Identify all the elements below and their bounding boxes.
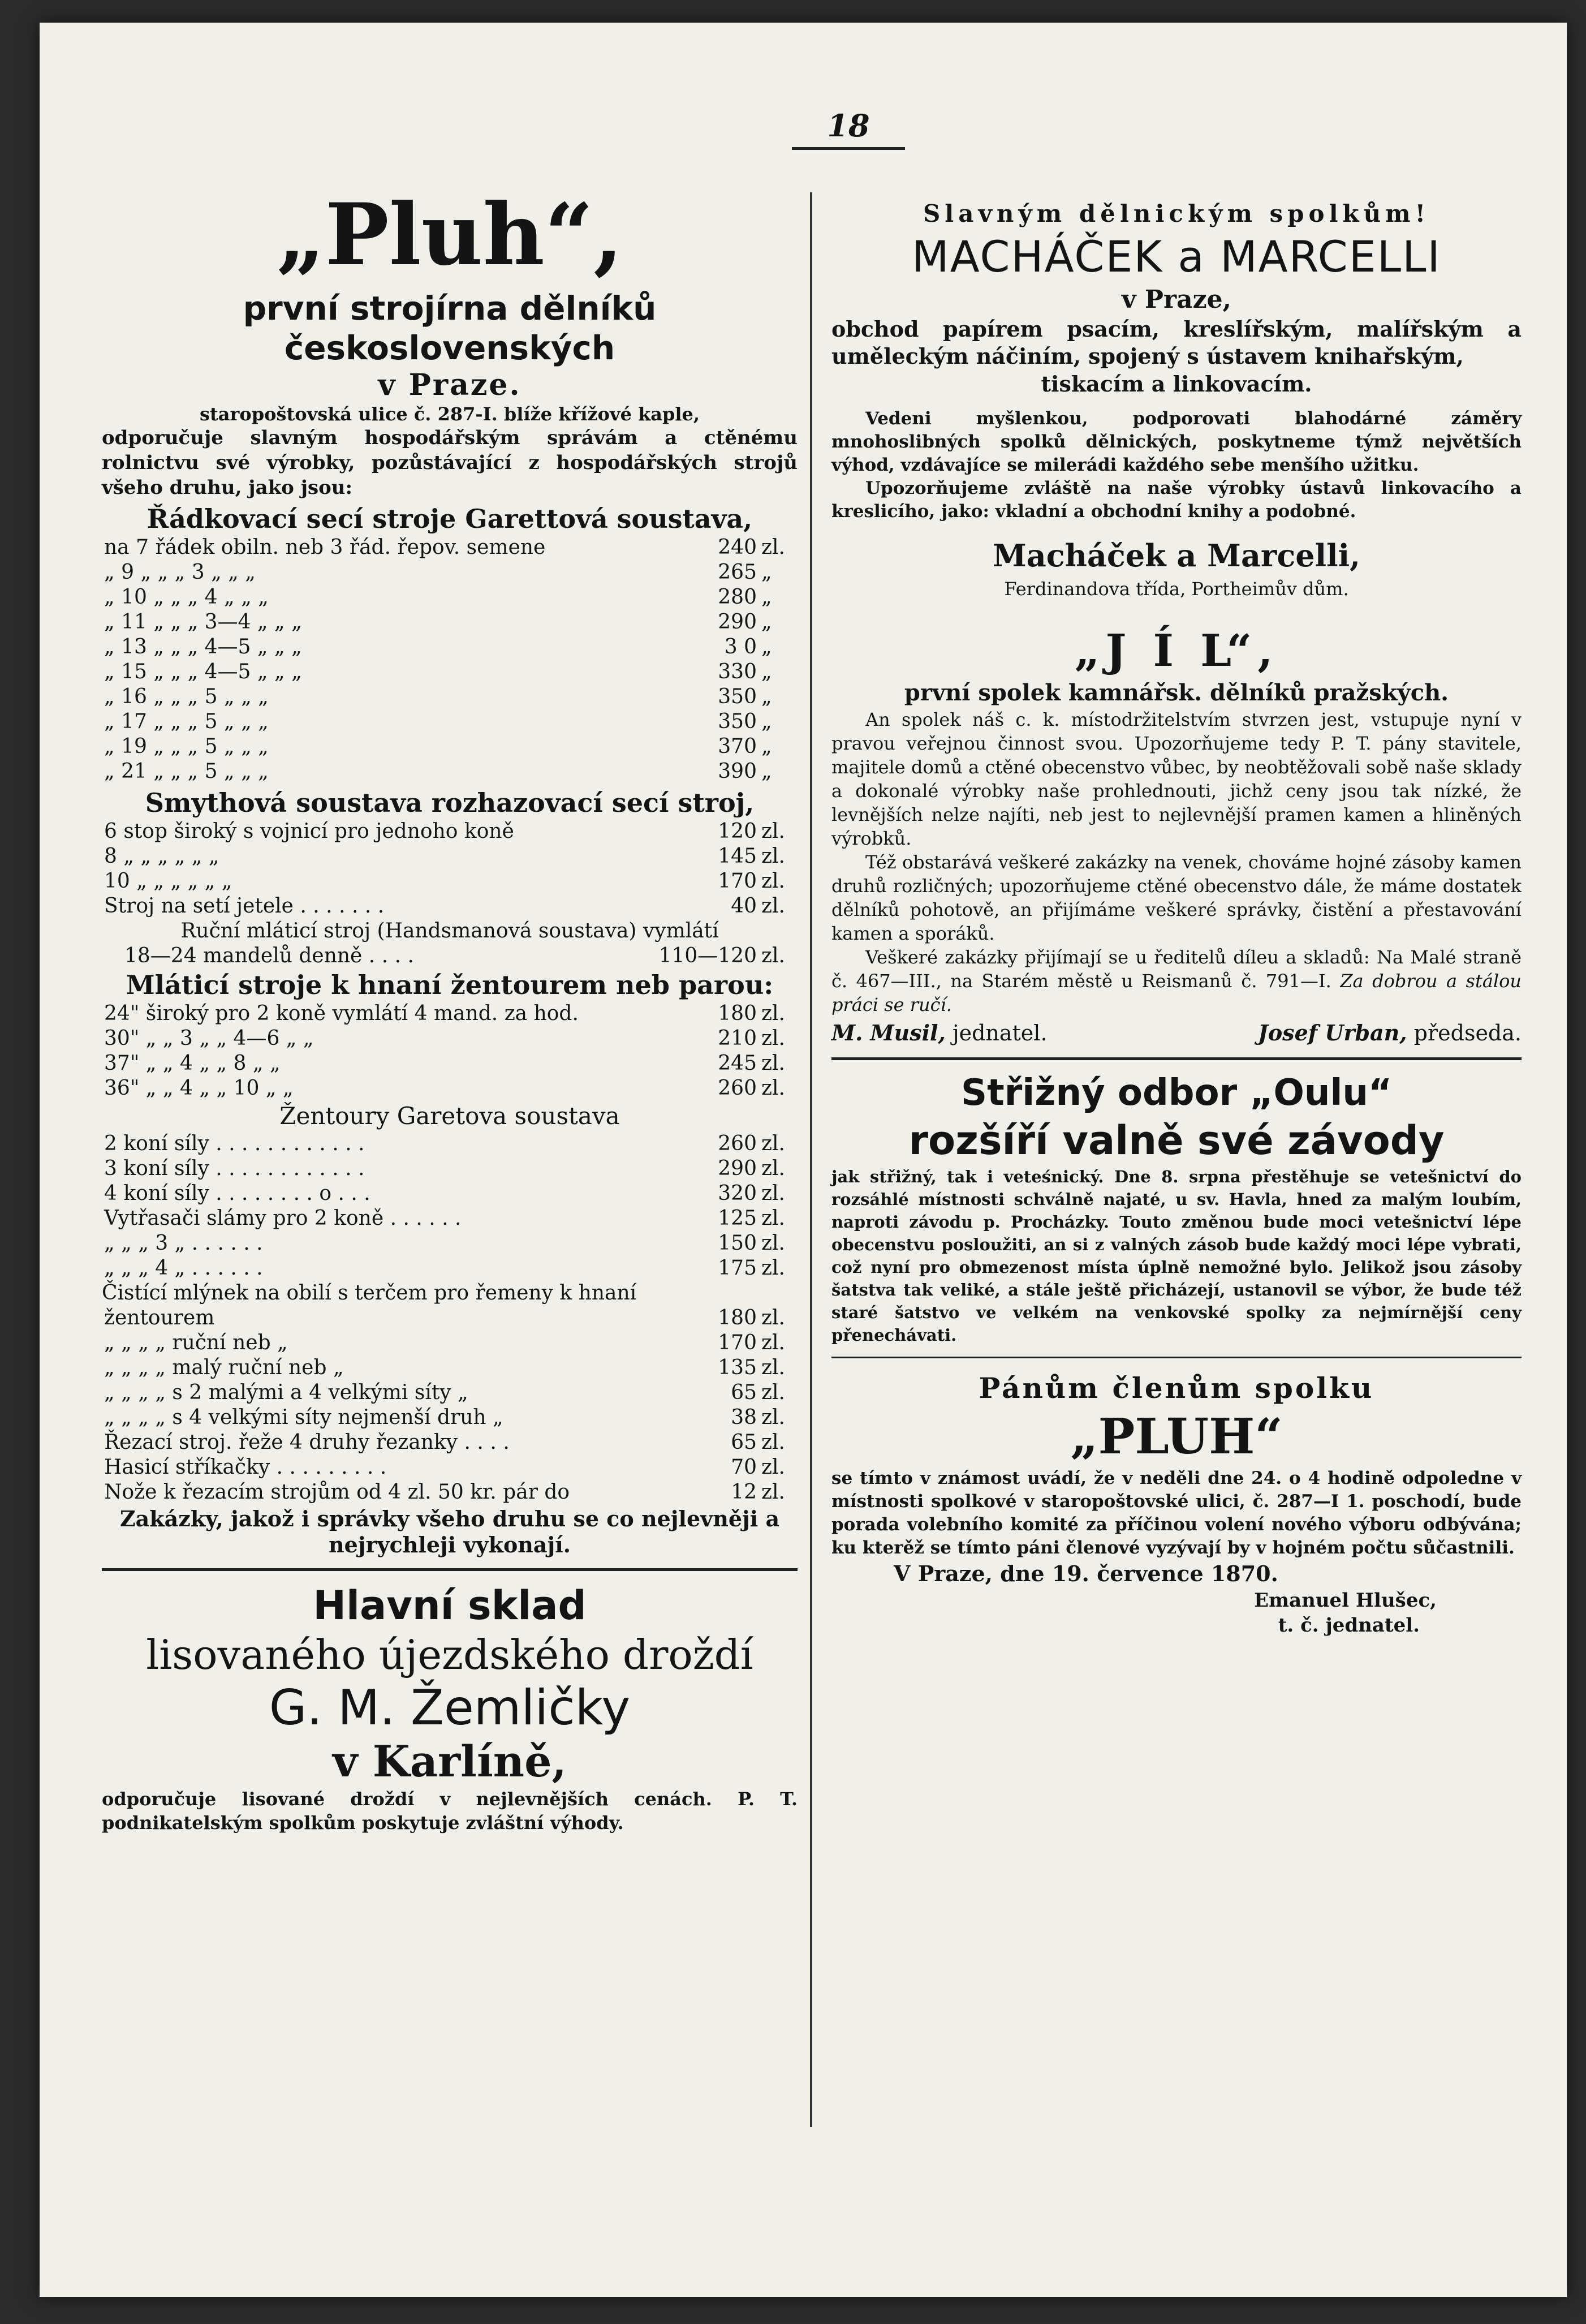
row-unit: zl.	[761, 1431, 785, 1454]
table-row	[102, 1231, 798, 1256]
row-unit: „	[761, 586, 772, 609]
firm-business-2: tiskacím a linkovacím.	[1041, 371, 1312, 397]
row-price: 70	[731, 1456, 757, 1479]
mill-line: Čistící mlýnek na obilí s terčem pro řemeny k hnaní	[102, 1281, 637, 1305]
row-price: 265	[718, 561, 757, 584]
row-label: 4 koní síly . . . . . . . . o . . .	[104, 1182, 370, 1205]
firm-text-1: Vedeni myšlenkou, podporovati blahodárné záměry mnohoslibných spolků dělnických, poskytneme týmž největších výhod, vzdávajíce se milerádi každého sebe menšího užitku.	[831, 408, 1522, 475]
members-text: se tímto v známost uvádí, že v neděli dne 24. o 4 hodině odpoledne v místnosti spolkové v staropoštovské ulici, č. 287—I 1. poschodí, bude porada volebního komité za příčinou volení nového výboru odbývána; ku kterěž se tímto páni členové vyzývají by v hojném počtu sůčastnili.	[831, 1468, 1522, 1558]
jil-sig1-role: jednatel.	[952, 1021, 1048, 1045]
row-unit: „	[761, 660, 772, 683]
members-role: t. č. jednatel.	[1278, 1614, 1420, 1637]
row-unit: zl.	[761, 536, 785, 559]
section-rule	[831, 1357, 1522, 1358]
row-label: „ „ „ 4 „ . . . . . .	[104, 1256, 263, 1280]
misc-price-table	[102, 1430, 798, 1505]
row-unit: zl.	[761, 870, 785, 893]
table-row	[102, 1355, 798, 1380]
jil-sig1-name: M. Musil,	[831, 1020, 946, 1045]
row-label: na 7 řádek obiln. neb 3 řád. řepov. semene	[104, 536, 546, 559]
smyth-price-table	[102, 819, 798, 919]
table-row	[102, 734, 798, 759]
table-row	[102, 1076, 798, 1101]
table-row	[102, 610, 798, 635]
row-unit: zl.	[761, 1481, 785, 1504]
row-price: 135	[718, 1356, 757, 1379]
jil-signature-2	[1258, 1019, 1522, 1047]
row-price: 240	[718, 536, 757, 559]
table-row	[102, 1001, 798, 1026]
column-divider	[810, 192, 812, 2127]
pluh-city: v Praze.	[378, 368, 522, 402]
table-row	[102, 535, 798, 560]
section-rule	[102, 1568, 798, 1571]
row-price: 170	[718, 1331, 757, 1354]
table-row	[102, 759, 798, 784]
row-price: 120	[718, 820, 757, 843]
firm-city: v Praze,	[1122, 285, 1231, 314]
table-row	[102, 1306, 798, 1331]
row-unit: zl.	[761, 1256, 785, 1280]
table-row	[102, 685, 798, 709]
row-price: 180	[718, 1002, 757, 1025]
row-unit: zl.	[761, 1232, 785, 1255]
firm-text-2: Upozorňujeme zvláště na naše výrobky ústavů linkovacího a kreslicího, jako: vkladní a obchodní knihy a podobné.	[831, 478, 1522, 522]
row-price: 150	[718, 1232, 757, 1255]
row-unit: „	[761, 635, 772, 659]
row-unit: zl.	[761, 1456, 785, 1479]
row-price: 40	[731, 894, 757, 918]
row-unit: zl.	[761, 1052, 785, 1075]
table-row	[102, 1131, 798, 1156]
table-row	[102, 560, 798, 585]
table-row	[102, 709, 798, 734]
table-row	[102, 844, 798, 869]
row-label: „ 16 „ „ „ 5 „ „ „	[104, 685, 269, 708]
firm-address: Ferdinandova třída, Portheimův dům.	[1004, 578, 1349, 600]
row-unit: „	[761, 760, 772, 783]
row-label: Řezací stroj. řeže 4 druhy řezanky . . . .	[104, 1431, 510, 1454]
row-unit: zl.	[761, 1306, 785, 1329]
row-price: 180	[718, 1306, 757, 1329]
row-price: 320	[718, 1182, 757, 1205]
table-row	[102, 1331, 798, 1355]
row-price: 245	[718, 1052, 757, 1075]
row-price: 370	[718, 735, 757, 758]
thresher-heading: Mláticí stroje k hnaní žentourem neb parou:	[126, 970, 774, 1000]
row-label: 18—24 mandelů denně . . . .	[124, 944, 414, 967]
table-row	[102, 1256, 798, 1281]
row-unit: zl.	[761, 1027, 785, 1050]
row-unit: „	[761, 710, 772, 733]
row-unit: zl.	[761, 944, 785, 967]
row-label: žentourem	[104, 1306, 215, 1329]
members-title: „PLUH“	[1070, 1408, 1283, 1465]
yeast-text: odporučuje lisované droždí v nejlevnějších cenách. P. T. podnikatelským spolkům poskytuje zvláštní výhody.	[102, 1788, 798, 1834]
row-price: 125	[718, 1207, 757, 1230]
row-unit: zl.	[761, 1406, 785, 1429]
zentoury-price-table	[102, 1131, 798, 1281]
row-unit: zl.	[761, 1132, 785, 1155]
newspaper-page	[40, 23, 1567, 2297]
row-unit: zl.	[761, 1331, 785, 1354]
row-label: Hasicí stříkačky . . . . . . . . .	[104, 1456, 387, 1479]
row-label: „ 9 „ „ „ 3 „ „ „	[104, 561, 256, 584]
pluh-subtitle: první strojírna dělníků československých	[243, 289, 657, 367]
row-unit: zl.	[761, 1381, 785, 1404]
table-row	[102, 1380, 798, 1405]
row-price: 3 0	[724, 635, 757, 659]
smyth-heading: Smythová soustava rozhazovací secí stroj,	[145, 787, 755, 818]
table-row	[102, 1051, 798, 1076]
thresher-price-table	[102, 1001, 798, 1101]
row-label: „ „ „ 3 „ . . . . . .	[104, 1232, 263, 1255]
jil-text-3	[831, 945, 1522, 1017]
row-label: 24" široký pro 2 koně vymlátí 4 mand. za hod.	[104, 1002, 579, 1025]
row-price: 65	[731, 1381, 757, 1404]
table-row	[102, 1206, 798, 1231]
row-label: „ „ „ „ malý ruční neb „	[104, 1356, 344, 1379]
row-unit: zl.	[761, 1182, 785, 1205]
row-label: „ „ „ „ ruční neb „	[104, 1331, 288, 1354]
greeting: Slavným dělnickým spolkům!	[923, 200, 1430, 227]
members-signature: Emanuel Hlušec,	[1254, 1589, 1437, 1612]
yeast-product: lisovaného újezdského droždí	[146, 1631, 753, 1679]
row-label: 2 koní síly . . . . . . . . . . . .	[104, 1132, 365, 1155]
yeast-headline: Hlavní sklad	[313, 1582, 587, 1629]
row-price: 290	[718, 610, 757, 634]
seed-price-table	[102, 535, 798, 784]
hand-thresher-table	[102, 944, 798, 969]
jil-sig2-name: Josef Urban,	[1257, 1020, 1407, 1045]
members-heading: Pánům členům spolku	[979, 1371, 1374, 1405]
row-price: 280	[718, 586, 757, 609]
row-unit: zl.	[761, 1356, 785, 1379]
row-price: 110—120	[658, 944, 757, 967]
table-row	[102, 660, 798, 685]
oulu-text: jak střižný, tak i veteśnický. Dne 8. srpna přestěhuje se vetešnictví do rozsáhlé místnosti schválně najaté, u sv. Havla, hned za malým loubím, naproti závodu p. Procházky. Touto změnou bude moci vetešnictví lépe obecenstvu posloužiti, an si z valných zásob bude každý moci lépe vybrati, což nyní pro obmezenost místa úplně nemožné bylo. Jelikož jsou zásoby šatstva tak veliké, a stále ještě přicházejí, ustanovil se výbor, že bude též staré šatstvo ve velkém na venkovské spolky za nejmírnější ceny přenechávati.	[831, 1167, 1522, 1345]
zentoury-heading: Žentoury Garetova soustava	[279, 1102, 620, 1130]
right-column	[831, 181, 1522, 1638]
pluh-intro: odporučuje slavným hospodářským správám a ctěnému rolnictvu své výrobky, pozůstávající z hospodářských strojů všeho druhu, jako jsou:	[102, 427, 798, 499]
jil-text-3-main: Veškeré zakázky přijímají se u ředitelů díleu a skladů: Na Malé straně č. 467—III., na Starém městě u Reismanů č. 791—I.	[831, 946, 1522, 992]
row-label: „ 10 „ „ „ 4 „ „ „	[104, 586, 269, 609]
row-label: 6 stop široký s vojnicí pro jednoho koně	[104, 820, 514, 843]
row-label: „ „ „ „ s 4 velkými síty nejmenší druh „	[104, 1406, 503, 1429]
row-label: „ „ „ „ s 2 malými a 4 velkými síty „	[104, 1381, 468, 1404]
row-label: 30" „ „ 3 „ „ 4—6 „ „	[104, 1027, 314, 1050]
row-price: 350	[718, 710, 757, 733]
pluh-title: „Pluh“,	[276, 185, 623, 285]
row-label: „ 15 „ „ „ 4—5 „ „ „	[104, 660, 302, 683]
row-label: 37" „ „ 4 „ „ 8 „ „	[104, 1052, 281, 1075]
row-label: „ 13 „ „ „ 4—5 „ „ „	[104, 635, 302, 659]
row-label: „ 19 „ „ „ 5 „ „ „	[104, 735, 269, 758]
jil-text-1: An spolek náš c. k. místodržitelstvím stvrzen jest, vstupuje nyní v pravou veřejnou činnost svou. Upozorňujeme tedy P. T. pány stavitele, majitele domů a ctěné obecenstvo vůbec, by neobtěžovali sobě naše sklady a dokonalé výrobky naše prohlednouti, jichž ceny jsou tak nízké, že levnějších nelze najíti, neb jest to nejlevnější pramen kamen a hliněných výrobků.	[831, 709, 1522, 849]
row-price: 260	[718, 1132, 757, 1155]
row-price: 145	[718, 845, 757, 868]
row-unit: „	[761, 735, 772, 758]
table-row	[102, 585, 798, 610]
row-price: 290	[718, 1157, 757, 1180]
jil-motto: Za dobrou a stálou práci se ručí.	[831, 970, 1522, 1015]
row-price: 170	[718, 870, 757, 893]
seed-heading: Řádkovací secí stroje Garettová soustava,	[146, 503, 753, 534]
firm-signature: Macháček a Marcelli,	[993, 537, 1360, 574]
row-price: 330	[718, 660, 757, 683]
table-row	[102, 869, 798, 894]
table-row	[102, 819, 798, 844]
row-unit: „	[761, 685, 772, 708]
table-row	[102, 1430, 798, 1455]
jil-text-2: Též obstarává veškeré zakázky na venek, chováme hojné zásoby kamen druhů rozličných; upozorňujeme ctěné obecenstvo dále, že máme dostatek dělníků pohotově, an přijímáme veškeré správky, čistění a přestavování kamen a sporáků.	[831, 851, 1522, 944]
row-label: „ 21 „ „ „ 5 „ „ „	[104, 760, 269, 783]
yeast-firm: G. M. Žemličky	[269, 1680, 631, 1736]
row-price: 260	[718, 1077, 757, 1100]
row-unit: zl.	[761, 1002, 785, 1025]
table-row	[102, 1480, 798, 1505]
oulu-subtitle: rozšíří valně své závody	[908, 1117, 1445, 1164]
row-price: 38	[731, 1406, 757, 1429]
jil-signature-1	[831, 1019, 1048, 1047]
row-unit: zl.	[761, 1157, 785, 1180]
oulu-title: Střižný odbor „Oulu“	[961, 1072, 1392, 1114]
table-row	[102, 1181, 798, 1206]
row-price: 210	[718, 1027, 757, 1050]
row-label: Vytřasači slámy pro 2 koně . . . . . .	[104, 1207, 462, 1230]
row-label: 36" „ „ 4 „ „ 10 „ „	[104, 1077, 294, 1100]
row-label: 10 „ „ „ „ „ „	[104, 870, 232, 893]
row-label: Nože k řezacím strojům od 4 zl. 50 kr. pár do	[104, 1481, 570, 1504]
page-number: 18	[792, 107, 905, 150]
table-row	[102, 944, 798, 969]
jil-signatures	[831, 1019, 1522, 1047]
row-label: „ 17 „ „ „ 5 „ „ „	[104, 710, 269, 733]
row-unit: zl.	[761, 845, 785, 868]
row-unit: zl.	[761, 894, 785, 918]
row-price: 390	[718, 760, 757, 783]
table-row	[102, 1455, 798, 1480]
table-row	[102, 894, 798, 919]
pluh-address: staropoštovská ulice č. 287-I. blíže křížové kaple,	[200, 403, 700, 425]
table-row	[102, 1026, 798, 1051]
row-unit: zl.	[761, 820, 785, 843]
row-price: 175	[718, 1256, 757, 1280]
row-label: „ 11 „ „ „ 3—4 „ „ „	[104, 610, 302, 634]
row-price: 350	[718, 685, 757, 708]
jil-sig2-role: předseda.	[1413, 1021, 1522, 1045]
row-price: 12	[731, 1481, 757, 1504]
mill-price-table	[102, 1306, 798, 1430]
jil-subtitle: první spolek kamnářsk. dělníků pražských.	[904, 679, 1449, 706]
row-unit: zl.	[761, 1207, 785, 1230]
firm-name: MACHÁČEK a MARCELLI	[912, 231, 1441, 282]
hand-thresher-line: Ruční mláticí stroj (Handsmanová soustava) vymlátí	[180, 919, 719, 942]
members-date: V Praze, dne 19. července 1870.	[894, 1561, 1278, 1586]
jil-title: „J Í L“,	[1074, 625, 1279, 677]
table-row	[102, 635, 798, 660]
firm-business: obchod papírem psacím, kreslířským, malířským a uměleckým náčiním, spojený s ústavem knihařským,	[831, 316, 1522, 369]
row-unit: „	[761, 610, 772, 634]
yeast-city: v Karlíně,	[333, 1736, 567, 1787]
table-row	[102, 1156, 798, 1181]
row-unit: „	[761, 561, 772, 584]
left-column	[102, 181, 798, 1835]
section-rule	[831, 1057, 1522, 1060]
table-row	[102, 1405, 798, 1430]
row-label: 8 „ „ „ „ „ „	[104, 845, 219, 868]
row-label: 3 koní síly . . . . . . . . . . . .	[104, 1157, 365, 1180]
pluh-footer: Zakázky, jakož i správky všeho druhu se co nejlevněji a nejrychleji vykonají.	[119, 1506, 780, 1557]
row-label: Stroj na setí jetele . . . . . . .	[104, 894, 385, 918]
row-unit: zl.	[761, 1077, 785, 1100]
row-price: 65	[731, 1431, 757, 1454]
